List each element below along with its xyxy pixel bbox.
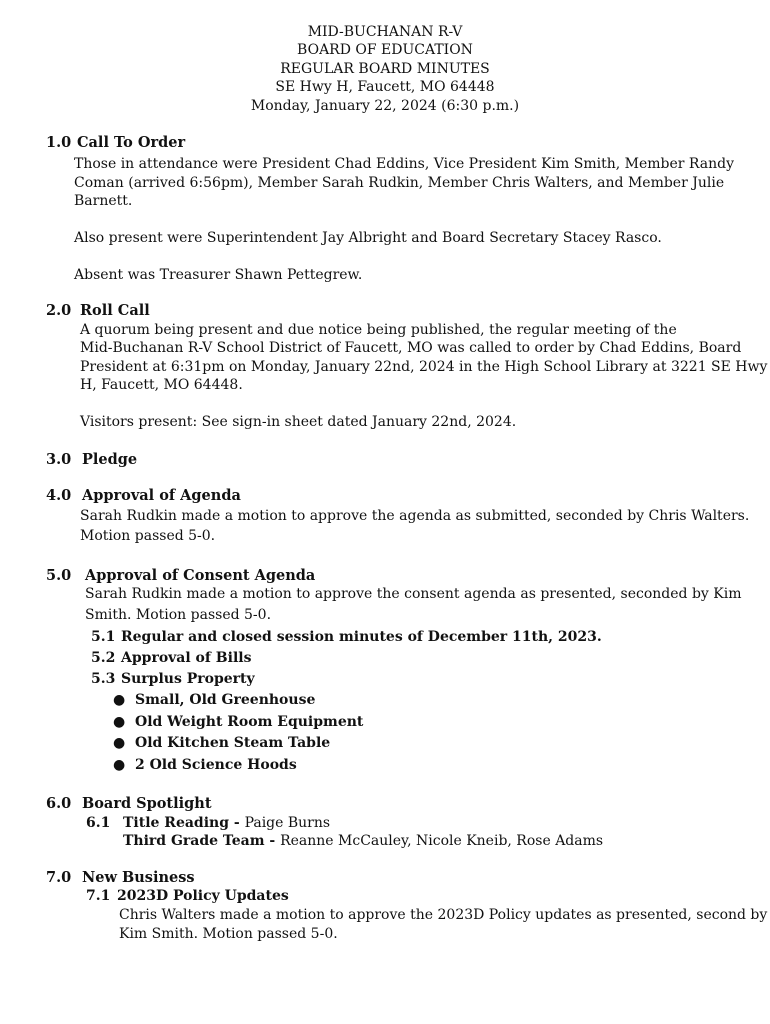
address: SE Hwy H, Faucett, MO 64448 — [275, 79, 495, 95]
spotlight-item-title-reading — [86, 814, 330, 832]
consent-motion-line-1: Sarah Rudkin made a motion to approve the consent agenda as presented, seconded by Kim — [85, 586, 742, 602]
item-text: Surplus Property — [121, 671, 255, 687]
bullet-icon: ● — [113, 757, 126, 773]
visitors-present: Visitors present: See sign-in sheet dated January 22nd, 2024. — [80, 414, 517, 430]
consent-item — [91, 649, 251, 667]
section-number: 4.0 — [46, 487, 72, 504]
roll-call-line-1: A quorum being present and due notice being published, the regular meeting of the — [80, 322, 677, 338]
section-number: 3.0 — [46, 451, 72, 468]
roll-call-line-4: H, Faucett, MO 64448. — [80, 377, 243, 393]
item-label: Title Reading - — [123, 815, 245, 831]
section-title: Approval of Agenda — [82, 487, 241, 504]
board-name: BOARD OF EDUCATION — [297, 42, 473, 58]
attendance-line-2: Coman (arrived 6:56pm), Member Sarah Rudkin, Member Chris Walters, and Member Julie — [74, 175, 725, 191]
surplus-bullet-item — [113, 756, 297, 774]
section-heading-roll-call — [46, 302, 150, 320]
section-title: New Business — [82, 869, 195, 886]
section-number: 6.0 — [46, 795, 72, 812]
absent: Absent was Treasurer Shawn Pettegrew. — [74, 267, 363, 283]
surplus-bullet-item — [113, 713, 363, 731]
section-heading-call-to-order — [46, 134, 185, 152]
item-value: Reanne McCauley, Nicole Kneib, Rose Adams — [280, 833, 604, 849]
item-number: 5.2 — [91, 650, 116, 666]
roll-call-line-3: President at 6:31pm on Monday, January 22nd, 2024 in the High School Library at 3221 SE Hwy — [80, 359, 768, 375]
agenda-motion-line-1: Sarah Rudkin made a motion to approve the agenda as submitted, seconded by Chris Walters. — [80, 508, 750, 524]
item-text: Approval of Bills — [121, 650, 252, 666]
surplus-bullet-item — [113, 734, 330, 752]
document-title: REGULAR BOARD MINUTES — [280, 61, 490, 77]
item-title: 2023D Policy Updates — [117, 888, 289, 904]
section-heading-pledge — [46, 451, 137, 469]
section-heading-approval-of-agenda — [46, 487, 241, 505]
section-heading-board-spotlight — [46, 795, 212, 813]
bullet-text: Small, Old Greenhouse — [135, 692, 316, 708]
attendance-line-1: Those in attendance were President Chad Eddins, Vice President Kim Smith, Member Randy — [74, 156, 735, 172]
section-title: Call To Order — [77, 134, 186, 151]
section-number: 7.0 — [46, 869, 72, 886]
item-number: 5.1 — [91, 629, 116, 645]
item-number: 7.1 — [86, 888, 111, 904]
new-business-item — [86, 887, 289, 905]
surplus-bullet-item — [113, 691, 315, 709]
bullet-icon: ● — [113, 735, 126, 751]
section-title: Board Spotlight — [82, 795, 212, 812]
bullet-text: Old Weight Room Equipment — [135, 714, 364, 730]
meeting-date: Monday, January 22, 2024 (6:30 p.m.) — [250, 98, 520, 114]
section-title: Roll Call — [80, 302, 150, 319]
consent-item — [91, 628, 602, 646]
bullet-text: 2 Old Science Hoods — [135, 757, 297, 773]
item-value: Paige Burns — [244, 815, 331, 831]
section-heading-consent-agenda — [46, 567, 315, 585]
bullet-icon: ● — [113, 714, 126, 730]
spotlight-item-third-grade — [123, 832, 603, 850]
also-present: Also present were Superintendent Jay Albright and Board Secretary Stacey Rasco. — [74, 230, 662, 246]
org-name: MID-BUCHANAN R-V — [307, 24, 463, 40]
bullet-text: Old Kitchen Steam Table — [135, 735, 331, 751]
section-heading-new-business — [46, 869, 195, 887]
agenda-motion-line-2: Motion passed 5-0. — [80, 528, 216, 544]
item-label: Third Grade Team - — [123, 833, 281, 849]
section-title: Pledge — [82, 451, 138, 468]
consent-motion-line-2: Smith. Motion passed 5-0. — [85, 607, 272, 623]
item-number: 5.3 — [91, 671, 116, 687]
section-title: Approval of Consent Agenda — [85, 567, 316, 584]
policy-motion-line-1: Chris Walters made a motion to approve the 2023D Policy updates as presented, second by — [119, 907, 768, 923]
section-number: 1.0 — [46, 134, 72, 151]
section-number: 2.0 — [46, 302, 72, 319]
consent-item — [91, 670, 255, 688]
section-number: 5.0 — [46, 567, 72, 584]
item-number: 6.1 — [86, 815, 111, 831]
roll-call-line-2: Mid-Buchanan R-V School District of Faucett, MO was called to order by Chad Eddins, Board — [80, 340, 742, 356]
bullet-icon: ● — [113, 692, 126, 708]
policy-motion-line-2: Kim Smith. Motion passed 5-0. — [119, 926, 338, 942]
item-text: Regular and closed session minutes of December 11th, 2023. — [121, 629, 602, 645]
attendance-line-3: Barnett. — [74, 193, 133, 209]
